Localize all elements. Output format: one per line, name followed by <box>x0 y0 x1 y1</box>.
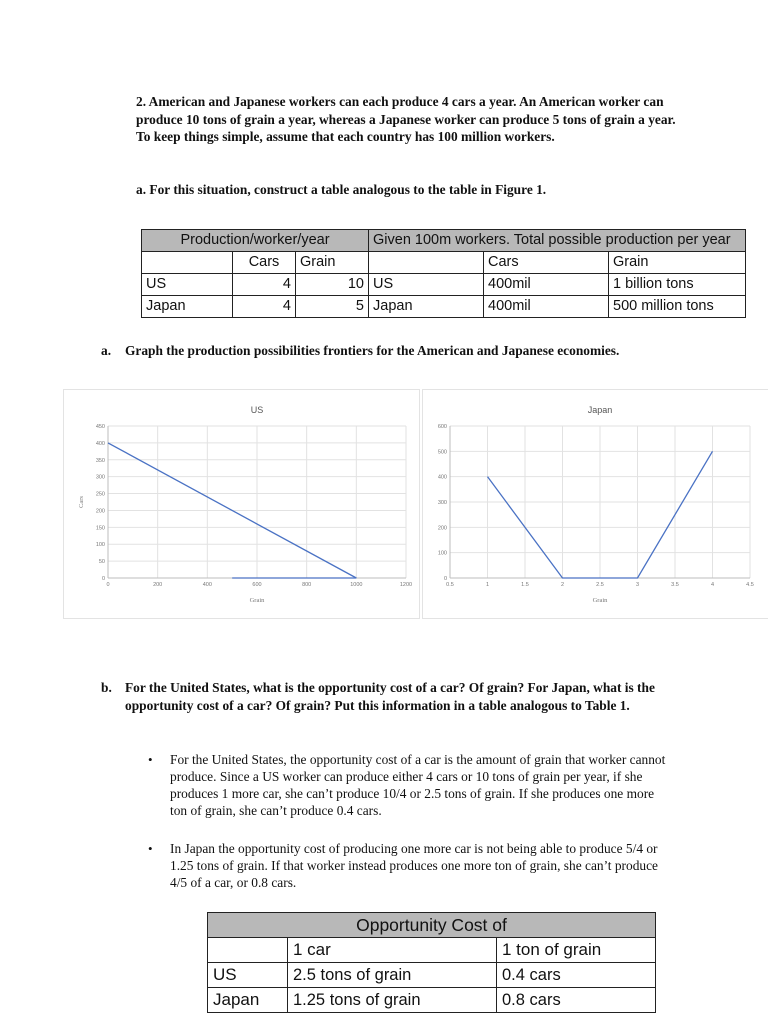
question-text: 2. American and Japanese workers can each produce 4 cars a year. An American worker can produce 10 tons of grain a year, whereas a Japanese worker can produce 5 tons of grain a year. To keep things simple, assume that each country has 100 million workers. <box>136 94 676 145</box>
grain-cell: 5 <box>296 296 369 318</box>
cars-cell: 4 <box>233 274 296 296</box>
production-table <box>141 229 746 318</box>
x-tick-label: 2 <box>560 582 565 588</box>
japan-ppf-chart <box>422 389 768 619</box>
country-cell: Japan <box>142 296 233 318</box>
y-tick-label: 150 <box>95 525 105 532</box>
grain-total-cell: 1 billion tons <box>609 274 746 296</box>
subheader-grain-total: Grain <box>609 252 746 274</box>
x-tick-label: 4.5 <box>746 582 754 588</box>
cars-total-cell: 400mil <box>484 296 609 318</box>
graph-prompt-text: Graph the production possibilities frontiers for the American and Japanese economies. <box>125 343 620 358</box>
us-ppf-chart <box>63 389 420 619</box>
y-tick-label: 500 <box>437 449 447 456</box>
car-cost-cell: 1.25 tons of grain <box>288 988 497 1013</box>
x-tick-label: 400 <box>202 582 212 588</box>
part-b-label: b. <box>101 680 112 695</box>
x-tick-label: 200 <box>153 582 163 588</box>
x-tick-label: 2.5 <box>596 582 604 588</box>
x-tick-label: 1.5 <box>521 582 529 588</box>
y-tick-label: 300 <box>95 474 105 481</box>
x-tick-label: 1 <box>485 582 490 588</box>
y-tick-label: 450 <box>95 424 105 430</box>
x-tick-label: 1000 <box>350 582 363 588</box>
y-tick-label: 0 <box>101 576 105 582</box>
x-tick-label: 600 <box>252 582 262 588</box>
y-tick-label: 50 <box>98 559 105 566</box>
country-cell: US <box>208 963 288 988</box>
part-b-text: For the United States, what is the opportunity cost of a car? Of grain? For Japan, what is the opportunity cost of a car? Of grain? Put this information in a table analogous to Table 1. <box>125 680 655 713</box>
y-axis-label: Cars <box>78 496 85 508</box>
chart-title: Japan <box>587 405 613 415</box>
y-tick-label: 350 <box>95 457 105 464</box>
subheader-grain: Grain <box>296 252 369 274</box>
country-cell: US <box>142 274 233 296</box>
table-row <box>142 274 746 296</box>
y-tick-label: 200 <box>437 525 447 532</box>
x-tick-label: 0.5 <box>446 582 454 588</box>
header-total-production: Given 100m workers. Total possible production per year <box>369 230 746 252</box>
cars-total-cell: 400mil <box>484 274 609 296</box>
header-production-per-worker: Production/worker/year <box>142 230 369 252</box>
y-tick-label: 400 <box>95 440 105 447</box>
chart-frame <box>64 390 420 619</box>
y-tick-label: 300 <box>437 500 447 506</box>
y-tick-label: 0 <box>443 576 447 582</box>
col-1-car: 1 car <box>288 938 497 963</box>
table-row <box>208 963 656 988</box>
car-cost-cell: 2.5 tons of grain <box>288 963 497 988</box>
grain-cost-cell: 0.4 cars <box>497 963 656 988</box>
y-tick-label: 600 <box>437 424 447 430</box>
subheader-cars-total: Cars <box>484 252 609 274</box>
country-cell: Japan <box>369 296 484 318</box>
bullet-text: In Japan the opportunity cost of producing one more car is not being able to produce 5/4 or 1.25 tons of grain. If that worker instead produces one more ton of grain, she can’t produce 4/5 of a car, or 0.8 cars. <box>170 841 658 890</box>
x-axis-label: Grain <box>249 597 265 604</box>
chart-title: US <box>250 405 264 415</box>
y-tick-label: 250 <box>95 491 105 498</box>
grain-cost-cell: 0.8 cars <box>497 988 656 1013</box>
x-axis-label: Grain <box>592 597 608 604</box>
graph-prompt-label: a. <box>101 343 112 358</box>
cars-cell: 4 <box>233 296 296 318</box>
y-tick-label: 400 <box>437 474 447 481</box>
col-1-ton-grain: 1 ton of grain <box>497 938 656 963</box>
y-tick-label: 200 <box>95 508 105 515</box>
part-a-prompt: a. For this situation, construct a table analogous to the table in Figure 1. <box>136 182 547 197</box>
x-tick-label: 4 <box>710 582 715 588</box>
x-tick-label: 800 <box>302 582 312 588</box>
bullet-text: For the United States, the opportunity cost of a car is the amount of grain that worker cannot produce. Since a US worker can produce either 4 cars or 10 tons of grain per year, if she produces 1 more car, she can’t produce 10/4 or 2.5 tons of grain. If she produces one more ton of grain, she can’t produce 0.4 cars. <box>170 752 666 818</box>
bullet-icon: • <box>148 841 153 856</box>
opportunity-cost-header: Opportunity Cost of <box>208 913 656 938</box>
opportunity-cost-table <box>207 912 656 1013</box>
table-row <box>208 988 656 1013</box>
y-tick-label: 100 <box>437 550 447 557</box>
y-tick-label: 100 <box>95 542 105 549</box>
table-row <box>142 296 746 318</box>
country-cell: US <box>369 274 484 296</box>
country-cell: Japan <box>208 988 288 1013</box>
x-tick-label: 3 <box>635 582 640 588</box>
grain-cell: 10 <box>296 274 369 296</box>
x-tick-label: 0 <box>106 582 110 588</box>
grain-total-cell: 500 million tons <box>609 296 746 318</box>
subheader-cars: Cars <box>233 252 296 274</box>
x-tick-label: 1200 <box>399 582 413 588</box>
x-tick-label: 3.5 <box>671 582 679 588</box>
bullet-icon: • <box>148 752 153 767</box>
